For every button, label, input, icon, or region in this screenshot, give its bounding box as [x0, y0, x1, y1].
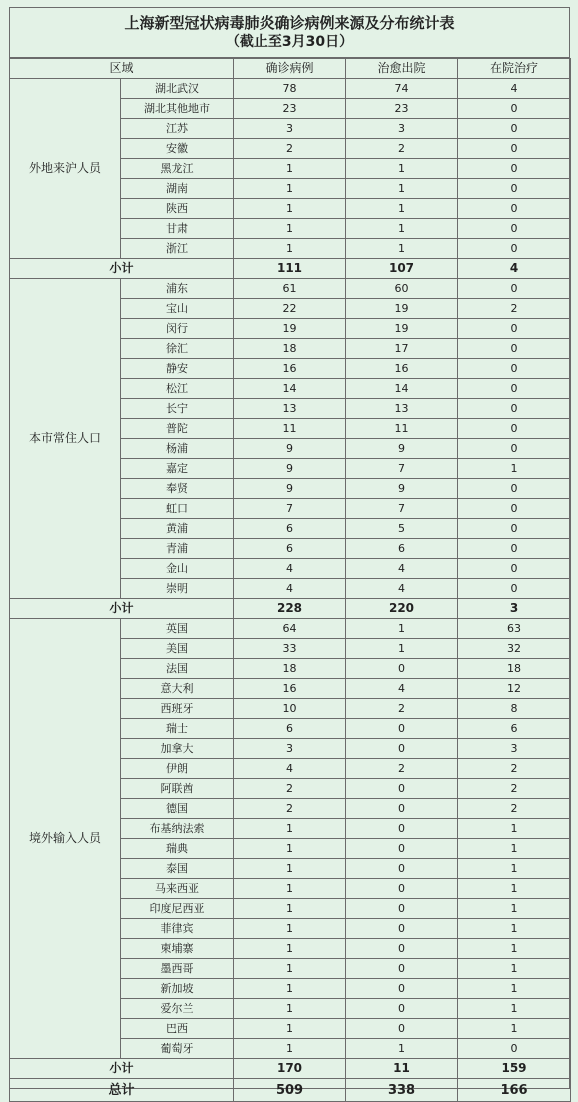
table-title: 上海新型冠状病毒肺炎确诊病例来源及分布统计表: [124, 14, 455, 32]
hospitalized-cell: 1: [458, 959, 571, 979]
region-cell: 宝山: [121, 299, 234, 319]
region-cell: 法国: [121, 659, 234, 679]
recovered-cell: 0: [346, 879, 458, 899]
recovered-cell: 7: [346, 459, 458, 479]
confirmed-cell: 1: [234, 999, 346, 1019]
region-cell: 瑞士: [121, 719, 234, 739]
recovered-cell: 1: [346, 179, 458, 199]
hospitalized-cell: 0: [458, 379, 571, 399]
recovered-cell: 0: [346, 939, 458, 959]
region-cell: 奉贤: [121, 479, 234, 499]
region-cell: 印度尼西亚: [121, 899, 234, 919]
recovered-cell: 0: [346, 959, 458, 979]
hospitalized-cell: 0: [458, 399, 571, 419]
confirmed-cell: 16: [234, 359, 346, 379]
confirmed-cell: 2: [234, 139, 346, 159]
recovered-cell: 1: [346, 619, 458, 639]
header-confirmed: 确诊病例: [234, 59, 346, 79]
recovered-cell: 7: [346, 499, 458, 519]
recovered-cell: 1: [346, 219, 458, 239]
region-cell: 金山: [121, 559, 234, 579]
hospitalized-cell: 0: [458, 339, 571, 359]
region-cell: 安徽: [121, 139, 234, 159]
region-cell: 青浦: [121, 539, 234, 559]
confirmed-cell: 2: [234, 799, 346, 819]
region-cell: 湖北武汉: [121, 79, 234, 99]
table-title-block: [10, 8, 569, 58]
total-recovered: 338: [346, 1079, 458, 1102]
hospitalized-cell: 0: [458, 279, 571, 299]
hospitalized-cell: 2: [458, 799, 571, 819]
recovered-cell: 1: [346, 639, 458, 659]
region-cell: 布基纳法索: [121, 819, 234, 839]
confirmed-cell: 1: [234, 159, 346, 179]
region-cell: 爱尔兰: [121, 999, 234, 1019]
region-cell: 浦东: [121, 279, 234, 299]
hospitalized-cell: 0: [458, 359, 571, 379]
region-cell: 杨浦: [121, 439, 234, 459]
region-cell: 巴西: [121, 1019, 234, 1039]
confirmed-cell: 6: [234, 519, 346, 539]
recovered-cell: 1: [346, 199, 458, 219]
recovered-cell: 74: [346, 79, 458, 99]
region-cell: 闵行: [121, 319, 234, 339]
group-label: 外地来沪人员: [10, 79, 121, 259]
recovered-cell: 3: [346, 119, 458, 139]
region-cell: 新加坡: [121, 979, 234, 999]
region-cell: 泰国: [121, 859, 234, 879]
hospitalized-cell: 0: [458, 199, 571, 219]
recovered-cell: 4: [346, 679, 458, 699]
region-cell: 西班牙: [121, 699, 234, 719]
confirmed-cell: 3: [234, 119, 346, 139]
region-cell: 嘉定: [121, 459, 234, 479]
recovered-cell: 9: [346, 479, 458, 499]
confirmed-cell: 16: [234, 679, 346, 699]
hospitalized-cell: 1: [458, 1019, 571, 1039]
header-recovered: 治愈出院: [346, 59, 458, 79]
region-cell: 德国: [121, 799, 234, 819]
confirmed-cell: 1: [234, 919, 346, 939]
total-hospitalized: 166: [458, 1079, 571, 1102]
hospitalized-cell: 1: [458, 859, 571, 879]
hospitalized-cell: 1: [458, 899, 571, 919]
recovered-cell: 23: [346, 99, 458, 119]
hospitalized-cell: 0: [458, 499, 571, 519]
hospitalized-cell: 0: [458, 99, 571, 119]
subtotal-recovered: 220: [346, 599, 458, 619]
region-cell: 湖北其他地市: [121, 99, 234, 119]
subtotal-confirmed: 111: [234, 259, 346, 279]
hospitalized-cell: 8: [458, 699, 571, 719]
confirmed-cell: 3: [234, 739, 346, 759]
subtotal-recovered: 11: [346, 1059, 458, 1079]
confirmed-cell: 22: [234, 299, 346, 319]
statistics-sheet: [9, 7, 570, 1098]
region-cell: 甘肃: [121, 219, 234, 239]
confirmed-cell: 1: [234, 1039, 346, 1059]
subtotal-label: 小计: [10, 1059, 234, 1079]
hospitalized-cell: 2: [458, 779, 571, 799]
table-subtitle: （截止至3月30日）: [225, 34, 354, 50]
recovered-cell: 0: [346, 779, 458, 799]
hospitalized-cell: 0: [458, 479, 571, 499]
confirmed-cell: 61: [234, 279, 346, 299]
confirmed-cell: 4: [234, 759, 346, 779]
confirmed-cell: 13: [234, 399, 346, 419]
hospitalized-cell: 0: [458, 159, 571, 179]
confirmed-cell: 1: [234, 979, 346, 999]
recovered-cell: 0: [346, 979, 458, 999]
confirmed-cell: 1: [234, 959, 346, 979]
subtotal-label: 小计: [10, 599, 234, 619]
recovered-cell: 13: [346, 399, 458, 419]
region-cell: 柬埔寨: [121, 939, 234, 959]
region-cell: 崇明: [121, 579, 234, 599]
region-cell: 葡萄牙: [121, 1039, 234, 1059]
recovered-cell: 4: [346, 579, 458, 599]
hospitalized-cell: 32: [458, 639, 571, 659]
confirmed-cell: 4: [234, 579, 346, 599]
confirmed-cell: 14: [234, 379, 346, 399]
region-cell: 湖南: [121, 179, 234, 199]
recovered-cell: 6: [346, 539, 458, 559]
subtotal-row: [10, 599, 571, 619]
recovered-cell: 1: [346, 239, 458, 259]
hospitalized-cell: 0: [458, 439, 571, 459]
hospitalized-cell: 0: [458, 319, 571, 339]
hospitalized-cell: 63: [458, 619, 571, 639]
confirmed-cell: 4: [234, 559, 346, 579]
hospitalized-cell: 0: [458, 1039, 571, 1059]
subtotal-recovered: 107: [346, 259, 458, 279]
recovered-cell: 2: [346, 699, 458, 719]
recovered-cell: 17: [346, 339, 458, 359]
region-cell: 静安: [121, 359, 234, 379]
table-row: [10, 619, 571, 639]
confirmed-cell: 6: [234, 539, 346, 559]
confirmed-cell: 2: [234, 779, 346, 799]
confirmed-cell: 1: [234, 839, 346, 859]
recovered-cell: 0: [346, 719, 458, 739]
recovered-cell: 0: [346, 839, 458, 859]
hospitalized-cell: 1: [458, 979, 571, 999]
confirmed-cell: 9: [234, 479, 346, 499]
confirmed-cell: 33: [234, 639, 346, 659]
hospitalized-cell: 0: [458, 539, 571, 559]
hospitalized-cell: 1: [458, 999, 571, 1019]
hospitalized-cell: 1: [458, 839, 571, 859]
recovered-cell: 0: [346, 659, 458, 679]
recovered-cell: 11: [346, 419, 458, 439]
hospitalized-cell: 2: [458, 299, 571, 319]
subtotal-confirmed: 228: [234, 599, 346, 619]
subtotal-row: [10, 259, 571, 279]
confirmed-cell: 64: [234, 619, 346, 639]
recovered-cell: 19: [346, 299, 458, 319]
subtotal-hospitalized: 4: [458, 259, 571, 279]
header-row: [10, 59, 571, 79]
region-cell: 江苏: [121, 119, 234, 139]
hospitalized-cell: 2: [458, 759, 571, 779]
total-row: [10, 1079, 571, 1102]
region-cell: 美国: [121, 639, 234, 659]
hospitalized-cell: 4: [458, 79, 571, 99]
group-label: 本市常住人口: [10, 279, 121, 599]
confirmed-cell: 19: [234, 319, 346, 339]
table-row: [10, 79, 571, 99]
recovered-cell: 1: [346, 159, 458, 179]
recovered-cell: 0: [346, 1019, 458, 1039]
hospitalized-cell: 12: [458, 679, 571, 699]
region-cell: 黑龙江: [121, 159, 234, 179]
region-cell: 黄浦: [121, 519, 234, 539]
recovered-cell: 0: [346, 739, 458, 759]
confirmed-cell: 1: [234, 199, 346, 219]
recovered-cell: 0: [346, 899, 458, 919]
region-cell: 徐汇: [121, 339, 234, 359]
region-cell: 浙江: [121, 239, 234, 259]
hospitalized-cell: 1: [458, 459, 571, 479]
confirmed-cell: 1: [234, 879, 346, 899]
recovered-cell: 14: [346, 379, 458, 399]
hospitalized-cell: 18: [458, 659, 571, 679]
recovered-cell: 9: [346, 439, 458, 459]
subtotal-hospitalized: 3: [458, 599, 571, 619]
header-region: 区域: [10, 59, 234, 79]
recovered-cell: 5: [346, 519, 458, 539]
hospitalized-cell: 1: [458, 879, 571, 899]
hospitalized-cell: 6: [458, 719, 571, 739]
recovered-cell: 0: [346, 999, 458, 1019]
confirmed-cell: 1: [234, 859, 346, 879]
total-label: 总计: [10, 1079, 234, 1102]
recovered-cell: 0: [346, 859, 458, 879]
confirmed-cell: 6: [234, 719, 346, 739]
hospitalized-cell: 0: [458, 519, 571, 539]
region-cell: 陕西: [121, 199, 234, 219]
cases-table: [9, 58, 571, 1102]
subtotal-label: 小计: [10, 259, 234, 279]
recovered-cell: 19: [346, 319, 458, 339]
confirmed-cell: 1: [234, 239, 346, 259]
confirmed-cell: 10: [234, 699, 346, 719]
confirmed-cell: 23: [234, 99, 346, 119]
hospitalized-cell: 0: [458, 219, 571, 239]
hospitalized-cell: 0: [458, 119, 571, 139]
confirmed-cell: 18: [234, 659, 346, 679]
region-cell: 英国: [121, 619, 234, 639]
region-cell: 长宁: [121, 399, 234, 419]
confirmed-cell: 1: [234, 1019, 346, 1039]
confirmed-cell: 1: [234, 939, 346, 959]
hospitalized-cell: 0: [458, 559, 571, 579]
confirmed-cell: 7: [234, 499, 346, 519]
region-cell: 松江: [121, 379, 234, 399]
hospitalized-cell: 1: [458, 939, 571, 959]
confirmed-cell: 18: [234, 339, 346, 359]
hospitalized-cell: 3: [458, 739, 571, 759]
recovered-cell: 0: [346, 819, 458, 839]
region-cell: 普陀: [121, 419, 234, 439]
recovered-cell: 0: [346, 919, 458, 939]
region-cell: 马来西亚: [121, 879, 234, 899]
hospitalized-cell: 1: [458, 819, 571, 839]
confirmed-cell: 9: [234, 439, 346, 459]
confirmed-cell: 11: [234, 419, 346, 439]
region-cell: 阿联酋: [121, 779, 234, 799]
confirmed-cell: 1: [234, 819, 346, 839]
region-cell: 菲律宾: [121, 919, 234, 939]
recovered-cell: 0: [346, 799, 458, 819]
subtotal-hospitalized: 159: [458, 1059, 571, 1079]
hospitalized-cell: 0: [458, 179, 571, 199]
recovered-cell: 2: [346, 139, 458, 159]
recovered-cell: 60: [346, 279, 458, 299]
recovered-cell: 1: [346, 1039, 458, 1059]
confirmed-cell: 1: [234, 899, 346, 919]
region-cell: 虹口: [121, 499, 234, 519]
region-cell: 瑞典: [121, 839, 234, 859]
region-cell: 意大利: [121, 679, 234, 699]
confirmed-cell: 9: [234, 459, 346, 479]
confirmed-cell: 1: [234, 179, 346, 199]
region-cell: 墨西哥: [121, 959, 234, 979]
hospitalized-cell: 0: [458, 239, 571, 259]
hospitalized-cell: 0: [458, 419, 571, 439]
region-cell: 加拿大: [121, 739, 234, 759]
subtotal-row: [10, 1059, 571, 1079]
hospitalized-cell: 0: [458, 579, 571, 599]
header-hospitalized: 在院治疗: [458, 59, 571, 79]
total-confirmed: 509: [234, 1079, 346, 1102]
confirmed-cell: 78: [234, 79, 346, 99]
recovered-cell: 2: [346, 759, 458, 779]
recovered-cell: 16: [346, 359, 458, 379]
table-row: [10, 279, 571, 299]
hospitalized-cell: 1: [458, 919, 571, 939]
recovered-cell: 4: [346, 559, 458, 579]
hospitalized-cell: 0: [458, 139, 571, 159]
group-label: 境外输入人员: [10, 619, 121, 1059]
subtotal-confirmed: 170: [234, 1059, 346, 1079]
region-cell: 伊朗: [121, 759, 234, 779]
confirmed-cell: 1: [234, 219, 346, 239]
